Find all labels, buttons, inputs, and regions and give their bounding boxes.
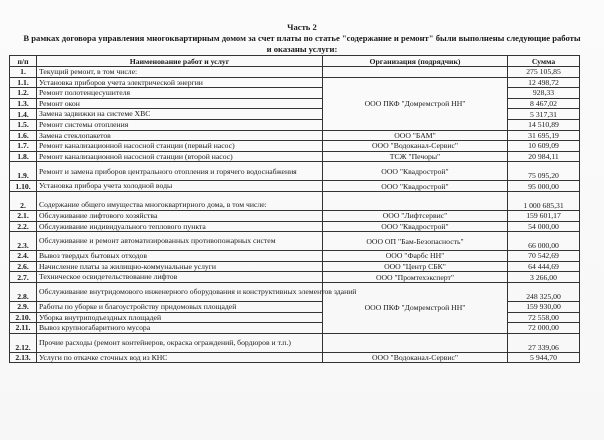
row-work-name: Обслуживание индивидуального теплового пункта bbox=[37, 221, 323, 232]
table-body bbox=[10, 67, 580, 363]
row-number: 1.7. bbox=[10, 141, 37, 152]
row-number: 2.4. bbox=[10, 251, 37, 262]
row-contractor: ООО "Фарбс НН" bbox=[323, 251, 508, 262]
row-amount: 20 984,11 bbox=[508, 151, 580, 162]
table-row bbox=[10, 333, 580, 352]
row-number: 2.1. bbox=[10, 210, 37, 221]
table-row bbox=[10, 67, 580, 78]
table-header-row bbox=[10, 56, 580, 67]
row-amount: 5 317,31 bbox=[508, 109, 580, 120]
row-work-name: Обслуживание внутридомового инженерного оборудования и конструктивных элементов зданий bbox=[37, 282, 323, 301]
row-amount: 75 095,20 bbox=[508, 162, 580, 181]
row-amount: 31 695,19 bbox=[508, 130, 580, 141]
row-number: 1.4. bbox=[10, 109, 37, 120]
col-header-sum: Сумма bbox=[508, 56, 580, 67]
row-number: 2.7. bbox=[10, 272, 37, 283]
row-number: 2.3. bbox=[10, 232, 37, 251]
row-amount: 12 498,72 bbox=[508, 77, 580, 88]
table-row bbox=[10, 272, 580, 283]
row-contractor: ООО "Водоканал-Сервис" bbox=[323, 141, 508, 152]
row-number: 2.9. bbox=[10, 301, 37, 312]
row-work-name: Техническое освидетельствование лифтов bbox=[37, 272, 323, 283]
row-amount: 10 609,09 bbox=[508, 141, 580, 152]
row-contractor: ООО "Квадрострой" bbox=[323, 162, 508, 181]
row-contractor: ООО "БАМ" bbox=[323, 130, 508, 141]
row-work-name: Ремонт окон bbox=[37, 98, 323, 109]
col-header-name: Наименование работ и услуг bbox=[37, 56, 323, 67]
row-work-name: Ремонт канализационной насосной станции (второй насос) bbox=[37, 151, 323, 162]
row-work-name: Ремонт системы отопления bbox=[37, 119, 323, 130]
row-number: 1.2. bbox=[10, 88, 37, 99]
row-number: 1.9. bbox=[10, 162, 37, 181]
row-contractor bbox=[323, 333, 508, 352]
row-amount: 72 558,00 bbox=[508, 312, 580, 323]
row-number: 2.11. bbox=[10, 323, 37, 334]
row-number: 1.1. bbox=[10, 77, 37, 88]
table-row bbox=[10, 352, 580, 363]
row-work-name: Установка приборов учета электрической энергии bbox=[37, 77, 323, 88]
row-work-name: Прочие расходы (ремонт контейнеров, окраска ограждений, бордюров и т.п.) bbox=[37, 333, 323, 352]
document-heading: Часть 2 bbox=[287, 22, 317, 32]
row-amount: 14 510,89 bbox=[508, 119, 580, 130]
row-contractor: ООО "Квадрострой" bbox=[323, 221, 508, 232]
table-row bbox=[10, 232, 580, 251]
table-row bbox=[10, 181, 580, 192]
table-row bbox=[10, 261, 580, 272]
row-number: 1.6. bbox=[10, 130, 37, 141]
row-work-name: Содержание общего имущества многоквартирного дома, в том числе: bbox=[37, 191, 323, 210]
table-row bbox=[10, 141, 580, 152]
works-table bbox=[9, 55, 580, 363]
row-number: 2. bbox=[10, 191, 37, 210]
table-row bbox=[10, 282, 580, 301]
row-contractor: ООО "Водоканал-Сервис" bbox=[323, 352, 508, 363]
row-amount: 72 000,00 bbox=[508, 323, 580, 334]
row-work-name: Установка прибора учета холодной воды bbox=[37, 181, 323, 192]
row-work-name: Уборка внутриподъездных площадей bbox=[37, 312, 323, 323]
row-work-name: Услуги по откачке сточных вод из КНС bbox=[37, 352, 323, 363]
row-work-name: Начисление платы за жилищно-коммунальные услуги bbox=[37, 261, 323, 272]
row-number: 2.2. bbox=[10, 221, 37, 232]
row-number: 2.13. bbox=[10, 352, 37, 363]
row-work-name: Замена задвижки на системе ХВС bbox=[37, 109, 323, 120]
row-work-name: Текущий ремонт, в том числе: bbox=[37, 67, 323, 78]
table-row bbox=[10, 221, 580, 232]
table-row bbox=[10, 191, 580, 210]
table-row bbox=[10, 251, 580, 262]
table-row bbox=[10, 151, 580, 162]
row-contractor: ООО "Квадрострой" bbox=[323, 181, 508, 192]
row-contractor: ООО "Промтехэксперт" bbox=[323, 272, 508, 283]
row-amount: 5 944,70 bbox=[508, 352, 580, 363]
row-work-name: Работы по уборке и благоустройству придомовых площадей bbox=[37, 301, 323, 312]
row-work-name: Ремонт канализационной насосной станции (первый насос) bbox=[37, 141, 323, 152]
row-amount: 95 000,00 bbox=[508, 181, 580, 192]
row-number: 2.10. bbox=[10, 312, 37, 323]
row-amount: 928,33 bbox=[508, 88, 580, 99]
row-amount: 159 601,17 bbox=[508, 210, 580, 221]
row-work-name: Ремонт и замена приборов центрального отопления и горячего водоснабжения bbox=[37, 162, 323, 181]
row-number: 1. bbox=[10, 67, 37, 78]
col-header-org: Организация (подрядчик) bbox=[323, 56, 508, 67]
row-amount: 159 930,00 bbox=[508, 301, 580, 312]
table-row bbox=[10, 130, 580, 141]
col-header-num: п/п bbox=[10, 56, 37, 67]
row-amount: 248 325,00 bbox=[508, 282, 580, 301]
row-contractor: ООО ПКФ "Домремстрой НН" bbox=[323, 77, 508, 130]
row-work-name: Вывоз крупногабаритного мусора bbox=[37, 323, 323, 334]
row-number: 2.12. bbox=[10, 333, 37, 352]
row-amount: 275 105,85 bbox=[508, 67, 580, 78]
document-intro: В рамках договора управления многоквартирным домом за счет платы по статье "содержание и ремонт" были выполнены следующие работы и оказаны услуги: bbox=[23, 33, 581, 54]
row-amount: 3 266,00 bbox=[508, 272, 580, 283]
row-number: 2.6. bbox=[10, 261, 37, 272]
row-work-name: Замена стеклопакетов bbox=[37, 130, 323, 141]
table-row bbox=[10, 162, 580, 181]
row-amount: 54 000,00 bbox=[508, 221, 580, 232]
row-contractor: ТСЖ "Печоры" bbox=[323, 151, 508, 162]
row-work-name: Вывоз твердых бытовых отходов bbox=[37, 251, 323, 262]
row-number: 1.10. bbox=[10, 181, 37, 192]
row-amount: 70 542,69 bbox=[508, 251, 580, 262]
row-contractor: ООО ПКФ "Домремстрой НН" bbox=[323, 282, 508, 333]
row-contractor bbox=[323, 67, 508, 78]
row-work-name: Обслуживание и ремонт автоматизированных противопожарных систем bbox=[37, 232, 323, 251]
row-work-name: Ремонт полотенцесушителя bbox=[37, 88, 323, 99]
row-contractor: ООО "Центр СБК" bbox=[323, 261, 508, 272]
row-contractor: ООО "Лифтсервис" bbox=[323, 210, 508, 221]
row-work-name: Обслуживание лифтового хозяйства bbox=[37, 210, 323, 221]
row-number: 1.8. bbox=[10, 151, 37, 162]
row-number: 2.8. bbox=[10, 282, 37, 301]
row-number: 1.3. bbox=[10, 98, 37, 109]
row-contractor: ООО ОП "Бам-Безопасность" bbox=[323, 232, 508, 251]
row-amount: 27 339,06 bbox=[508, 333, 580, 352]
row-amount: 66 000,00 bbox=[508, 232, 580, 251]
row-amount: 8 467,02 bbox=[508, 98, 580, 109]
row-amount: 1 000 685,31 bbox=[508, 191, 580, 210]
row-amount: 64 444,69 bbox=[508, 261, 580, 272]
table-row bbox=[10, 77, 580, 88]
row-number: 1.5. bbox=[10, 119, 37, 130]
table-row bbox=[10, 210, 580, 221]
row-contractor bbox=[323, 191, 508, 210]
